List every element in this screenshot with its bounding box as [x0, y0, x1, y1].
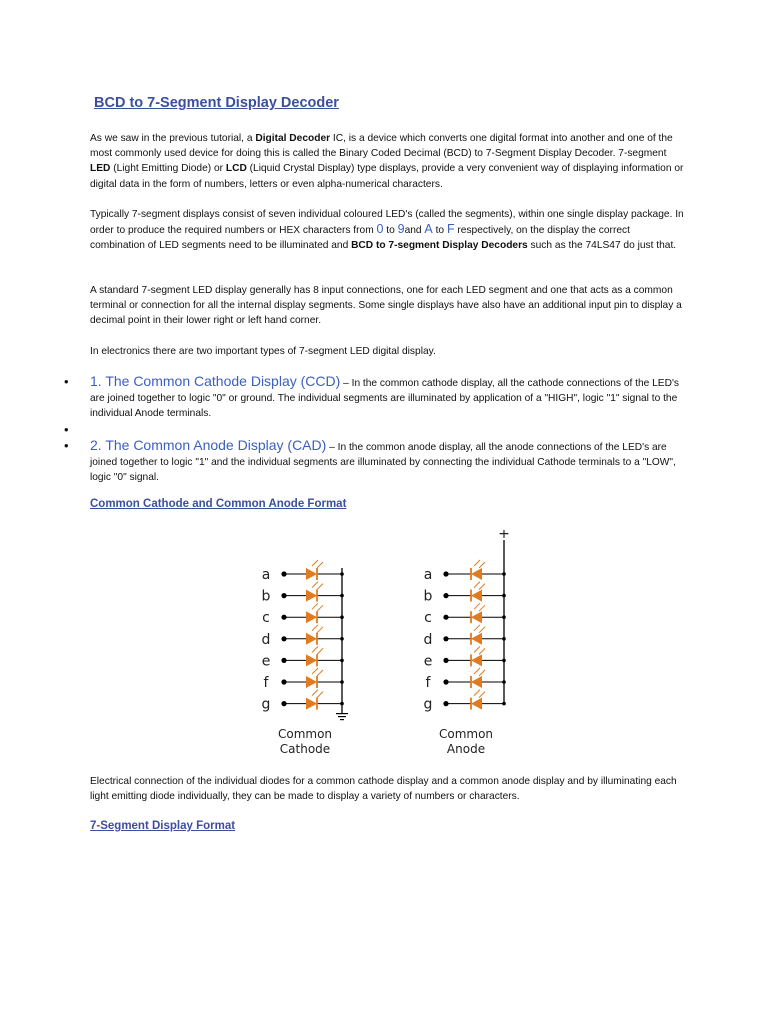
hex-char-f: F [446, 222, 455, 237]
bold-bcd-decoders: BCD to 7-segment Display Decoders [351, 240, 528, 252]
led-diode-icon [306, 676, 317, 688]
segment-label-e: e [261, 653, 271, 670]
led-diode-icon [471, 654, 482, 666]
emission-arrow-icon [317, 584, 323, 590]
inputs-paragraph: A standard 7-segment LED display generally has 8 input connections, one for each LED segment and one that acts as a common terminal or connection for all the internal display segments. Some single displays have also have an additional input pin to display a decimal point in their lower right or left hand corner. [90, 285, 682, 327]
led-diode-icon [471, 633, 482, 645]
emission-arrow-icon [312, 646, 318, 652]
segment-label-f: f [425, 675, 431, 691]
plus-supply-label: + [498, 530, 510, 542]
bold-lcd: LCD [225, 163, 247, 175]
emission-arrow-icon [312, 582, 318, 588]
text-run: IC, is a device which converts one digital format into another and one of the most commonly used device for doing this is called the Binary Coded Decimal (BCD) to 7-Segment Display Decoder. 7-segment [90, 133, 673, 160]
section-heading-7seg-format: 7-Segment Display Format [90, 820, 236, 832]
list-item-empty [64, 422, 694, 438]
emission-arrow-icon [474, 603, 480, 609]
segment-label-f: f [263, 675, 269, 691]
text-run: (Liquid Crystal Display) type displays, provide a very convenient way of displaying information or digital data in the form of numbers, letters or even alpha-numerical characters. [90, 163, 684, 190]
led-diode-icon [306, 590, 317, 602]
emission-arrow-icon [312, 560, 318, 566]
segment-label-g: g [261, 696, 271, 713]
ccd-heading: 1. The Common Cathode Display (CCD) [90, 373, 341, 389]
emission-arrow-icon [474, 582, 480, 588]
caption-line: Cathode [279, 742, 331, 756]
text-run: to [383, 225, 398, 237]
emission-arrow-icon [317, 670, 323, 676]
cad-text: In the common anode display, all the anode connections of the LED's are joined together to logic "1" and the individual segments are illuminated by connecting the individual Cathode terminals to a "LOW", logic "0" signal. [90, 441, 676, 484]
junction-dot [502, 615, 506, 619]
emission-arrow-icon [479, 627, 485, 633]
dash: – [340, 378, 352, 389]
text-run: such as the 74LS47 do just that. [527, 240, 677, 252]
caption-line: Anode [446, 742, 486, 756]
text-run: and [404, 225, 425, 237]
list-item-cad [64, 438, 694, 486]
text-run: respectively, on the display the correct combination of LED segments need to be illuminated and [90, 225, 630, 252]
led-diode-icon [306, 654, 317, 666]
text-run: (Light Emitting Diode) or [110, 163, 226, 175]
page-title: BCD to 7-Segment Display Decoder [94, 95, 339, 111]
junction-dot [340, 572, 344, 576]
hex-char-a: A [424, 222, 433, 237]
segment-label-c: c [262, 610, 270, 627]
led-diode-icon [471, 698, 482, 710]
cathode-caption [268, 727, 342, 757]
junction-dot [340, 659, 344, 663]
emission-arrow-icon [312, 625, 318, 631]
led-diode-icon [306, 633, 317, 645]
junction-dot [502, 594, 506, 598]
junction-dot [502, 637, 506, 641]
bold-led: LED [90, 163, 111, 175]
led-diode-icon [471, 568, 482, 580]
junction-dot [502, 572, 506, 576]
emission-arrow-icon [479, 692, 485, 698]
common-cathode-circuit [262, 560, 348, 720]
types-paragraph: In electronics there are two important types of 7-segment LED digital display. [90, 346, 436, 357]
display-types-list [64, 374, 694, 485]
ccd-text: In the common cathode display, all the cathode connections of the LED's are joined together to logic "0" or ground. The individual segments are illuminated by application of a "HIGH", logic "1" signal to the individual Anode terminals. [90, 378, 679, 420]
segment-label-b: b [423, 588, 433, 605]
emission-arrow-icon [317, 648, 323, 654]
bold-digital-decoder: Digital Decoder [255, 133, 331, 144]
emission-arrow-icon [474, 690, 480, 696]
diagram-description: Electrical connection of the individual diodes for a common cathode display and a common anode display and by illuminating each light emitting diode individually, they can be made to display a variety of numbers or characters. [90, 776, 677, 803]
emission-arrow-icon [479, 562, 485, 568]
dash: – [326, 441, 338, 453]
emission-arrow-icon [317, 627, 323, 633]
emission-arrow-icon [479, 605, 485, 611]
junction-dot [502, 702, 506, 706]
led-diode-icon [471, 676, 482, 688]
segment-label-c: c [424, 610, 432, 627]
led-diode-icon [306, 611, 317, 623]
led-diode-icon [306, 698, 317, 710]
segment-label-b: b [261, 588, 271, 605]
emission-arrow-icon [474, 646, 480, 652]
emission-arrow-icon [474, 560, 480, 566]
emission-arrow-icon [312, 603, 318, 609]
junction-dot [502, 659, 506, 663]
emission-arrow-icon [479, 670, 485, 676]
segment-label-d: d [423, 631, 433, 648]
segment-label-a: a [423, 567, 433, 583]
led-diode-icon [471, 611, 482, 623]
emission-arrow-icon [317, 692, 323, 698]
segment-label-a: a [261, 567, 271, 583]
emission-arrow-icon [479, 584, 485, 590]
hex-char-0: 0 [376, 222, 384, 237]
led-wiring-diagram [256, 530, 536, 730]
segment-label-g: g [423, 696, 433, 713]
section-heading-format: Common Cathode and Common Anode Format [90, 498, 347, 510]
caption-line: Common [277, 727, 333, 741]
emission-arrow-icon [312, 668, 318, 674]
junction-dot [340, 637, 344, 641]
led-diode-icon [471, 590, 482, 602]
junction-dot [340, 594, 344, 598]
segment-label-e: e [423, 653, 433, 670]
segment-label-d: d [261, 631, 271, 648]
junction-dot [340, 680, 344, 684]
list-item-ccd [64, 374, 694, 422]
emission-arrow-icon [474, 625, 480, 631]
emission-arrow-icon [317, 605, 323, 611]
text-run: As we saw in the previous tutorial, a [90, 133, 256, 144]
emission-arrow-icon [479, 648, 485, 654]
common-anode-circuit [424, 530, 510, 713]
hex-char-9: 9 [397, 222, 405, 237]
caption-line: Common [438, 727, 494, 741]
emission-arrow-icon [317, 562, 323, 568]
junction-dot [340, 615, 344, 619]
junction-dot [340, 702, 344, 706]
led-diode-icon [306, 568, 317, 580]
cad-heading: 2. The Common Anode Display (CAD) [90, 436, 327, 453]
anode-caption [429, 727, 503, 757]
text-run: Typically 7-segment displays consist of seven individual coloured LED's (called the segments), within one single display package. In order to produce the required numbers or HEX characters from [90, 209, 684, 237]
segments-paragraph [90, 207, 684, 254]
text-run: to [432, 225, 447, 237]
emission-arrow-icon [312, 690, 318, 696]
junction-dot [502, 680, 506, 684]
emission-arrow-icon [474, 668, 480, 674]
intro-paragraph [90, 131, 684, 192]
